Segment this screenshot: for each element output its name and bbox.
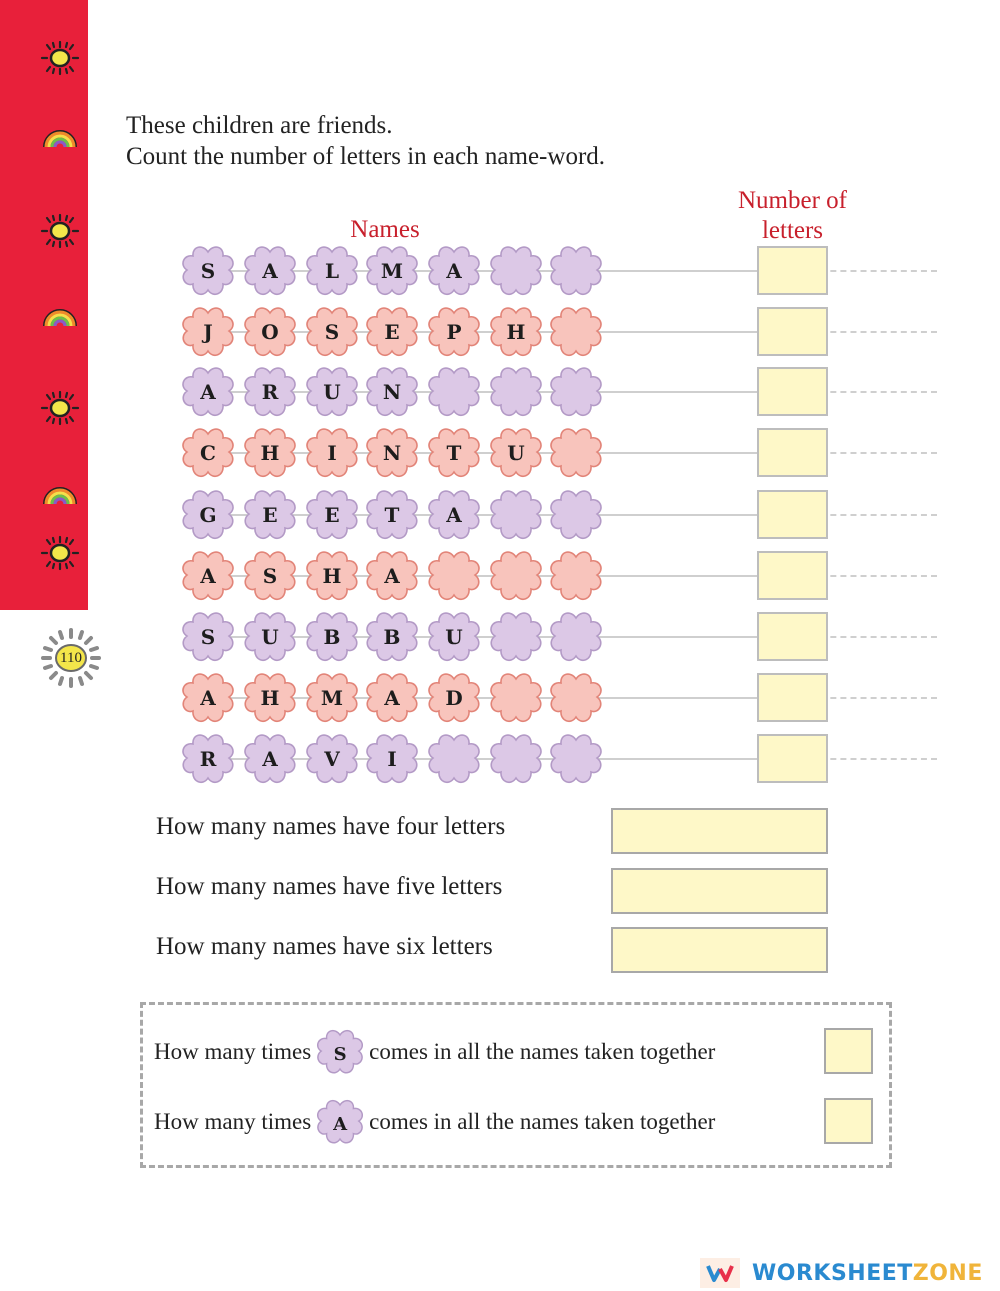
name-row: [180, 364, 830, 420]
flower-letter-tile: [364, 425, 420, 481]
letter-count-answer-box[interactable]: [757, 246, 828, 295]
letter: [488, 731, 544, 787]
flower-letter-tile: [548, 304, 604, 360]
letter: U: [445, 625, 463, 649]
question-suffix: comes in all the names taken together: [369, 1039, 716, 1064]
flower-letter-tile: [180, 548, 236, 604]
letter: A: [200, 686, 216, 710]
letter: M: [380, 259, 404, 283]
letter: H: [260, 441, 280, 465]
flower-letter-tile: [364, 670, 420, 726]
letter: U: [323, 380, 341, 404]
letter: T: [446, 441, 462, 465]
flower-letter-tile: [364, 243, 420, 299]
letter-count-answer-box[interactable]: [757, 551, 828, 600]
flower-letter-tile: [426, 670, 482, 726]
letter: T: [384, 503, 400, 527]
letter: G: [199, 503, 217, 527]
flower-letter-tile: [364, 304, 420, 360]
sun-icon: [40, 535, 80, 571]
letter: [488, 670, 544, 726]
flower-letter-tile: [488, 425, 544, 481]
instruction-line-1: These children are friends.: [126, 112, 393, 139]
name-row: [180, 670, 830, 726]
flower-letter-tile: [364, 609, 420, 665]
rainbow-icon: [40, 115, 80, 151]
flower-letter-tile: [488, 364, 544, 420]
letter: [548, 243, 604, 299]
flower-letter-tile: [304, 670, 360, 726]
question-answer-box[interactable]: [611, 927, 828, 973]
flower-letter-tile: [304, 548, 360, 604]
letter-count-answer-box[interactable]: [757, 490, 828, 539]
question-answer-box[interactable]: [611, 808, 828, 854]
letter: I: [387, 747, 397, 771]
letter: H: [260, 686, 280, 710]
header-line-2: letters: [761, 217, 824, 244]
flower-letter-tile: [426, 243, 482, 299]
letter-count-answer-box[interactable]: [757, 734, 828, 783]
letter: [548, 548, 604, 604]
letter: A: [384, 686, 400, 710]
flower-letter-tile: [180, 487, 236, 543]
flower-letter-tile: [548, 609, 604, 665]
letter: V: [324, 747, 340, 771]
sun-icon: [40, 213, 80, 249]
flower-letter-tile: [242, 731, 298, 787]
flower-letter-tile: [180, 731, 236, 787]
letter-count-answer-box[interactable]: [757, 612, 828, 661]
letter-count-answer-box[interactable]: [824, 1028, 873, 1074]
letter: [548, 731, 604, 787]
flower-letter-tile: [242, 609, 298, 665]
letter: U: [261, 625, 279, 649]
letter-count-answer-box[interactable]: [757, 428, 828, 477]
letter: [548, 364, 604, 420]
flower-letter-tile: [304, 304, 360, 360]
brand-name-part1: WORKSHEET: [752, 1260, 913, 1286]
letter: C: [200, 441, 216, 465]
letter: P: [446, 320, 462, 344]
flower-letter-tile: [242, 548, 298, 604]
letter-question: [154, 1097, 715, 1147]
flower-letter-tile: [488, 731, 544, 787]
flower-letter-tile: [426, 548, 482, 604]
flower-letter-tile: [426, 364, 482, 420]
letter-question: [154, 1027, 715, 1077]
letter: L: [324, 259, 340, 283]
flower-letter-tile: [180, 243, 236, 299]
flower-letter-tile: [548, 731, 604, 787]
flower-letter-tile: [548, 425, 604, 481]
letter-count-answer-box[interactable]: [757, 673, 828, 722]
letter: E: [262, 503, 278, 527]
letter: [548, 425, 604, 481]
flower-letter-tile: [364, 364, 420, 420]
letter-count-answer-box[interactable]: [757, 307, 828, 356]
name-row: [180, 609, 830, 665]
letter: I: [327, 441, 337, 465]
letter: D: [445, 686, 463, 710]
flower-letter-tile: [548, 487, 604, 543]
flower-letter-tile: [180, 364, 236, 420]
flower-letter-tile: [548, 670, 604, 726]
question-label: How many names have five letters: [156, 873, 503, 900]
flower-letter-tile: [315, 1027, 365, 1077]
name-row: [180, 425, 830, 481]
letter: J: [203, 320, 213, 344]
flower-letter-tile: [364, 548, 420, 604]
letter: H: [506, 320, 526, 344]
letter: R: [261, 380, 279, 404]
name-row: [180, 548, 830, 604]
flower-letter-tile: [242, 304, 298, 360]
letter: E: [384, 320, 400, 344]
letter: R: [199, 747, 217, 771]
flower-letter-tile: [548, 548, 604, 604]
letter: [426, 364, 482, 420]
header-line-1: Number of: [738, 187, 847, 214]
letter: [488, 364, 544, 420]
name-row: [180, 243, 830, 299]
flower-letter-tile: [364, 731, 420, 787]
question-label: How many names have six letters: [156, 933, 493, 960]
letter: H: [322, 564, 342, 588]
flower-letter-tile: [426, 731, 482, 787]
letter-count-answer-box[interactable]: [824, 1098, 873, 1144]
flower-letter-tile: [426, 487, 482, 543]
brand-logo: [700, 1255, 983, 1291]
letter: [488, 548, 544, 604]
names-column-header: Names: [350, 216, 420, 243]
question-answer-box[interactable]: [611, 868, 828, 914]
letter: S: [333, 1043, 347, 1065]
w-logo-icon: [700, 1258, 740, 1288]
flower-letter-tile: [180, 304, 236, 360]
page-number: 110: [60, 649, 82, 666]
flower-letter-tile: [488, 670, 544, 726]
question-prefix: How many times: [154, 1109, 312, 1134]
instructions: [126, 110, 605, 172]
letter-count-column-header: [715, 186, 870, 246]
letter: O: [261, 320, 279, 344]
flower-letter-tile: [548, 364, 604, 420]
flower-letter-tile: [426, 609, 482, 665]
flower-letter-tile: [304, 364, 360, 420]
letter: S: [262, 564, 278, 588]
flower-letter-tile: [364, 487, 420, 543]
letter: A: [200, 564, 216, 588]
flower-letter-tile: [488, 609, 544, 665]
instruction-line-2: Count the number of letters in each name-word.: [126, 143, 606, 170]
question-label: How many names have four letters: [156, 813, 506, 840]
flower-letter-tile: [304, 487, 360, 543]
letter: [548, 609, 604, 665]
letter: A: [262, 259, 278, 283]
flower-letter-tile: [304, 243, 360, 299]
letter: U: [507, 441, 525, 465]
flower-letter-tile: [488, 487, 544, 543]
name-row: [180, 487, 830, 543]
letter: [488, 243, 544, 299]
flower-letter-tile: [304, 609, 360, 665]
page-number-badge: [40, 627, 102, 689]
sun-icon: [40, 40, 80, 76]
question-suffix: comes in all the names taken together: [369, 1109, 716, 1134]
flower-letter-tile: [242, 425, 298, 481]
flower-letter-tile: [488, 304, 544, 360]
letter: N: [382, 441, 402, 465]
letter: [548, 304, 604, 360]
letter: [548, 670, 604, 726]
name-row: [180, 304, 830, 360]
letter: E: [324, 503, 340, 527]
flower-letter-tile: [315, 1097, 365, 1147]
letter: [488, 609, 544, 665]
flower-letter-tile: [242, 364, 298, 420]
flower-letter-tile: [180, 425, 236, 481]
letter-count-answer-box[interactable]: [757, 367, 828, 416]
flower-letter-tile: [242, 243, 298, 299]
flower-letter-tile: [426, 425, 482, 481]
letter: A: [446, 259, 462, 283]
letter: A: [200, 380, 216, 404]
flower-letter-tile: [304, 731, 360, 787]
letter: [426, 548, 482, 604]
letter: B: [323, 625, 341, 649]
letter: S: [200, 259, 216, 283]
flower-letter-tile: [304, 425, 360, 481]
rainbow-icon: [40, 472, 80, 508]
sidebar-strip: [0, 0, 88, 610]
letter: S: [200, 625, 216, 649]
letter: B: [383, 625, 401, 649]
letter: A: [262, 747, 278, 771]
flower-letter-tile: [180, 609, 236, 665]
flower-letter-tile: [180, 670, 236, 726]
flower-letter-tile: [488, 243, 544, 299]
letter: N: [382, 380, 402, 404]
letter: [426, 731, 482, 787]
flower-letter-tile: [488, 548, 544, 604]
brand-name-part2: ZONE: [912, 1260, 983, 1286]
name-row: [180, 731, 830, 787]
letter: A: [384, 564, 400, 588]
sun-icon: [40, 390, 80, 426]
letter: [548, 487, 604, 543]
flower-letter-tile: [548, 243, 604, 299]
letter: [488, 487, 544, 543]
flower-letter-tile: [426, 304, 482, 360]
rainbow-icon: [40, 294, 80, 330]
letter: A: [333, 1113, 348, 1135]
flower-letter-tile: [242, 670, 298, 726]
question-prefix: How many times: [154, 1039, 312, 1064]
letter: M: [320, 686, 344, 710]
letter: A: [446, 503, 462, 527]
letter: S: [324, 320, 340, 344]
flower-letter-tile: [242, 487, 298, 543]
